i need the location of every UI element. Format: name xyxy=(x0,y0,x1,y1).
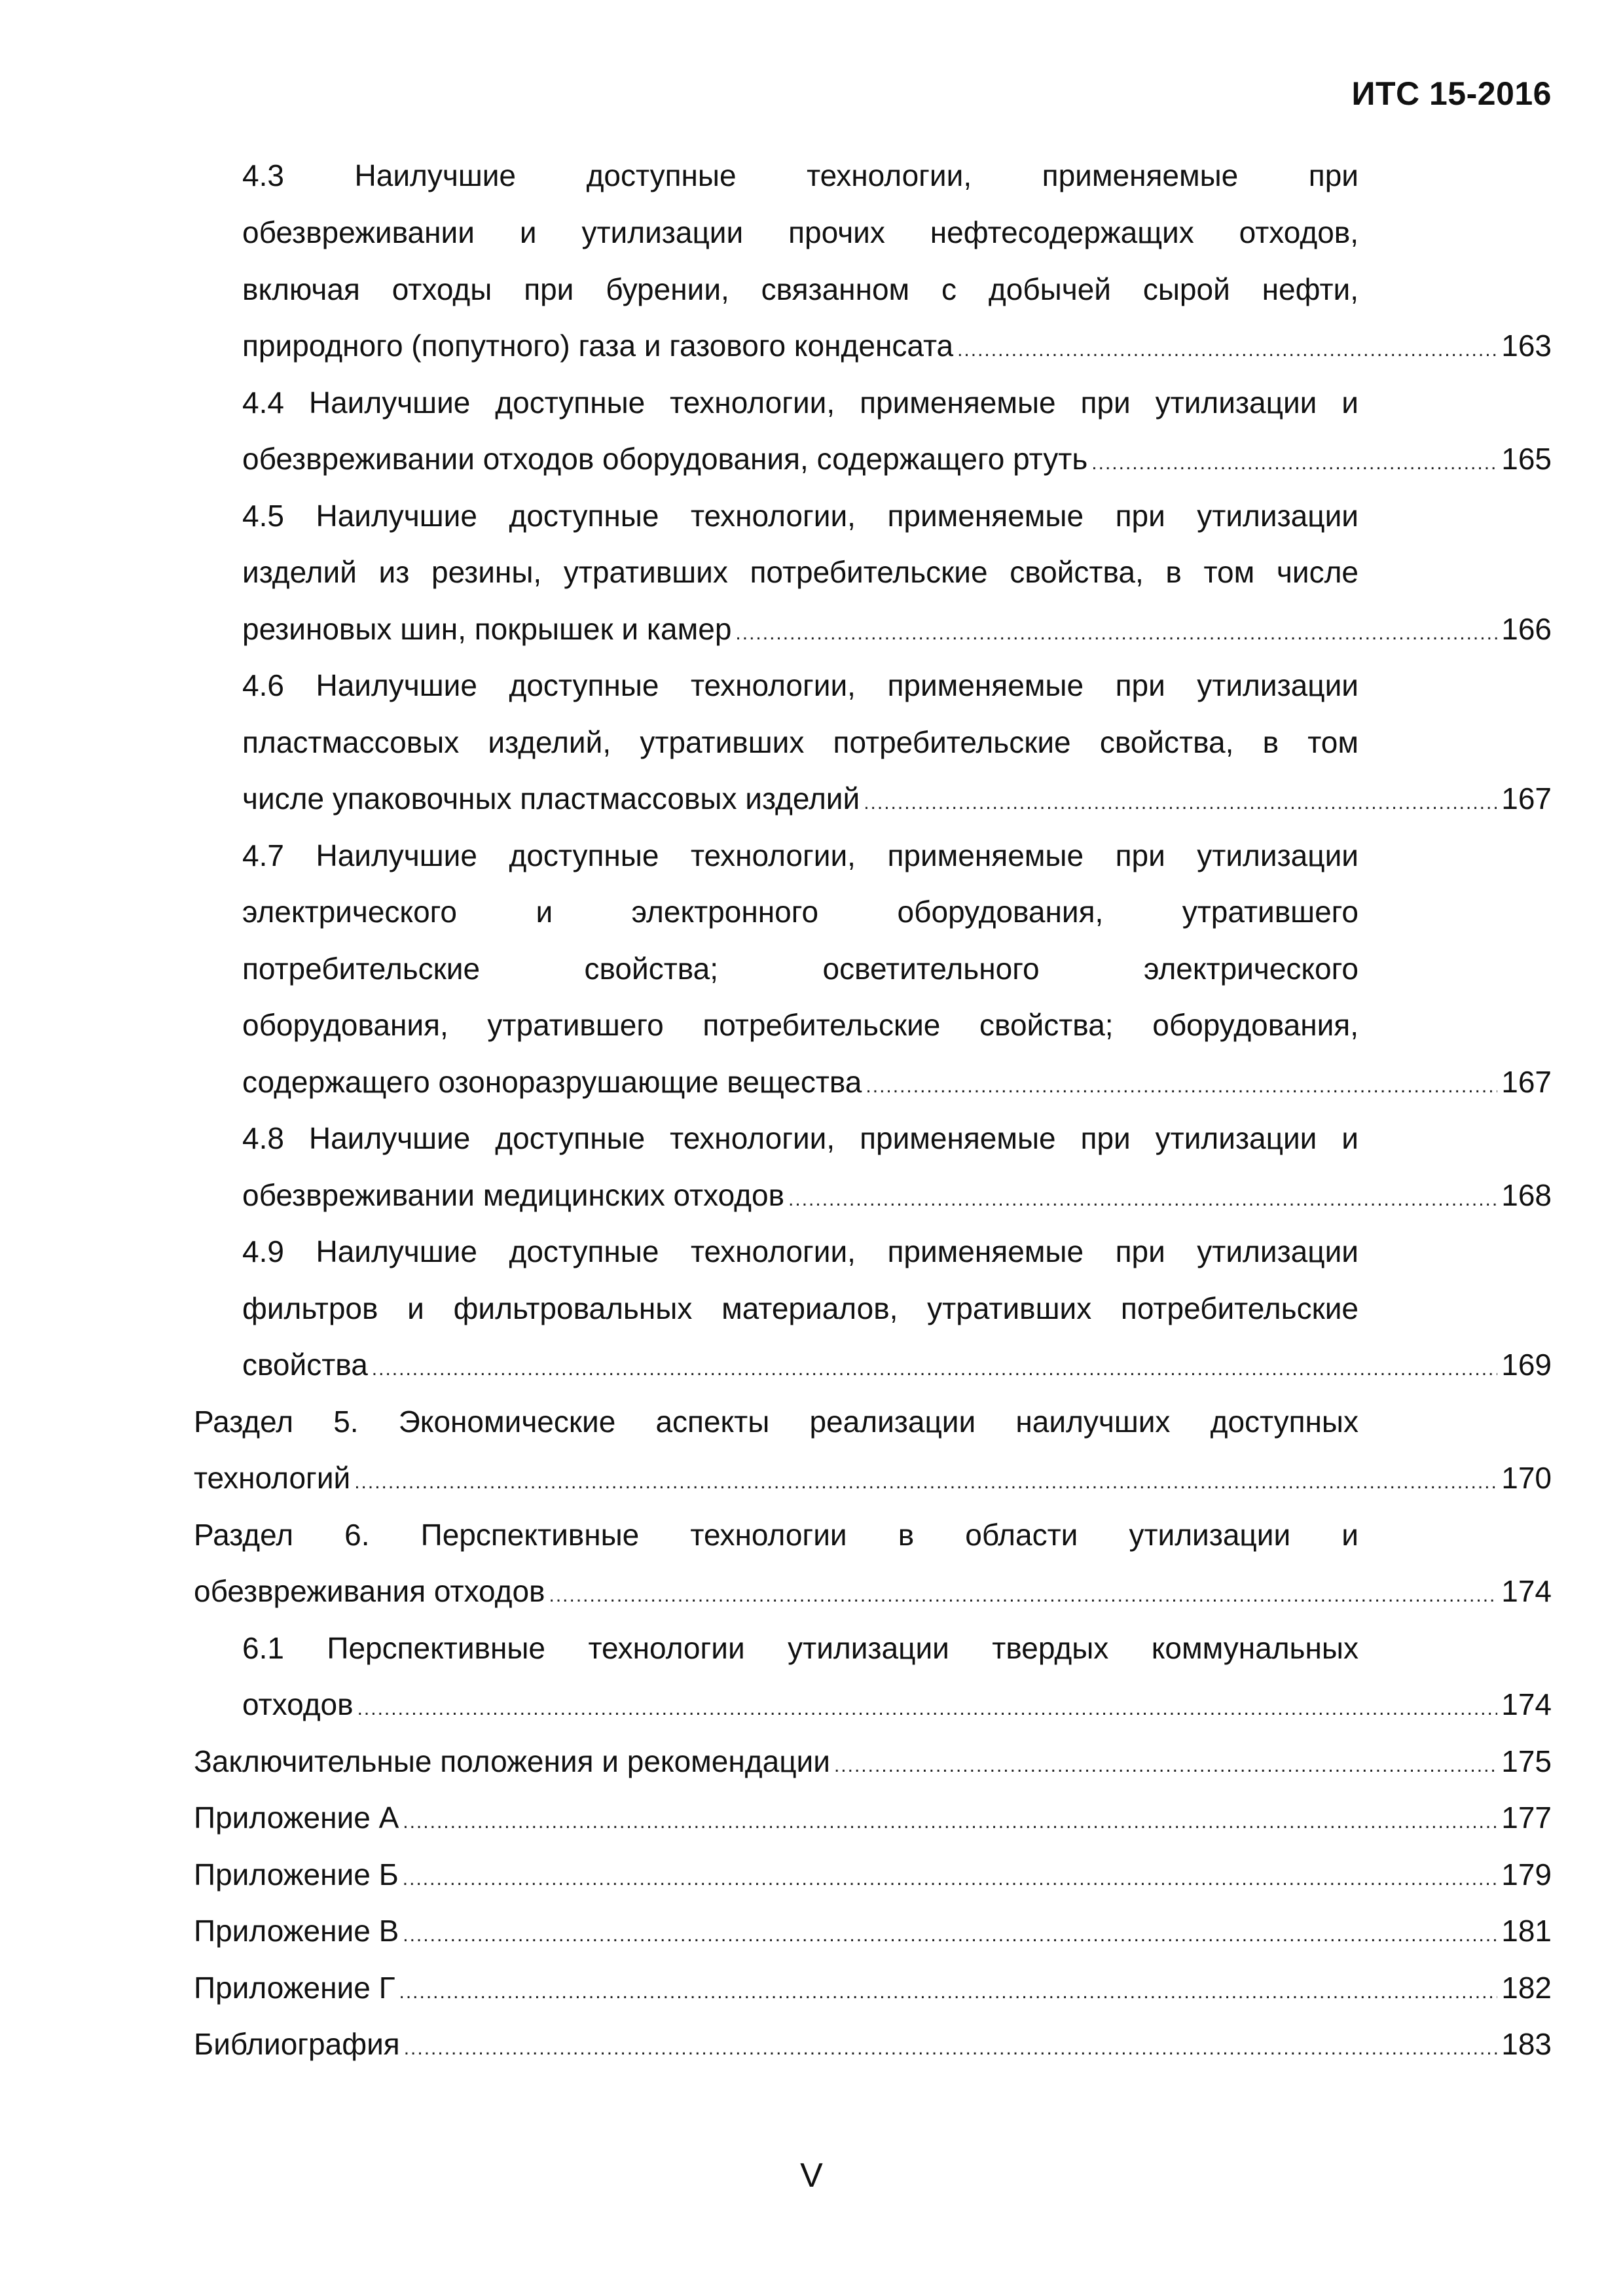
toc-line: оборудования, утратившего потребительские свойства; оборудования, xyxy=(242,1008,1359,1042)
toc-page-number: 163 xyxy=(1501,329,1552,363)
toc-page-number: 170 xyxy=(1501,1461,1552,1495)
toc-page-number: 174 xyxy=(1501,1574,1552,1608)
toc-entry-leader-line[interactable] xyxy=(194,1912,1552,1949)
toc-entry-leader-line[interactable] xyxy=(242,440,1552,477)
toc-entry-leader-line[interactable] xyxy=(242,1064,1552,1100)
toc-entry-leader-line[interactable] xyxy=(194,1799,1552,1836)
toc-entry-title: содержащего озоноразрушающие вещества xyxy=(242,1065,862,1099)
toc-line: 4.6 Наилучшие доступные технологии, применяемые при утилизации xyxy=(242,668,1359,702)
toc-entry-leader-line[interactable] xyxy=(242,1177,1552,1213)
toc-entry-leader-line[interactable] xyxy=(194,1969,1552,2006)
toc-entry-title: Приложение Г xyxy=(194,1971,395,2005)
toc-page-number: 174 xyxy=(1501,1687,1552,1721)
toc-entry-title: резиновых шин, покрышек и камер xyxy=(242,612,732,646)
toc-line: 4.4 Наилучшие доступные технологии, применяемые при утилизации и xyxy=(242,386,1359,420)
toc-entry-title: обезвреживания отходов xyxy=(194,1574,545,1608)
toc-entry-leader-line[interactable] xyxy=(194,2026,1552,2062)
toc-line: электрического и электронного оборудования, утратившего xyxy=(242,895,1359,929)
toc-line: 6.1 Перспективные технологии утилизации твердых коммунальных xyxy=(242,1631,1359,1665)
dot-leader xyxy=(354,1464,1497,1496)
toc-page-number: 167 xyxy=(1501,1065,1552,1099)
toc-line: 4.5 Наилучшие доступные технологии, применяемые при утилизации xyxy=(242,499,1359,533)
toc-entry-leader-line[interactable] xyxy=(242,1686,1552,1723)
toc-page-number: 183 xyxy=(1501,2027,1552,2061)
toc-entry-title: Приложение Б xyxy=(194,1857,399,1892)
toc-page-number: 175 xyxy=(1501,1744,1552,1778)
toc-entry-title: Библиография xyxy=(194,2027,400,2061)
toc-line: включая отходы при бурении, связанном с добычей сырой нефти, xyxy=(242,272,1359,306)
toc-entry-leader-line[interactable] xyxy=(242,611,1552,647)
toc-page-number: 168 xyxy=(1501,1178,1552,1212)
toc-entry-title: Приложение А xyxy=(194,1801,399,1835)
page-number-footer: V xyxy=(800,2157,823,2195)
dot-leader xyxy=(399,1974,1498,2006)
toc-page-number: 165 xyxy=(1501,442,1552,476)
toc-line: 4.7 Наилучшие доступные технологии, применяемые при утилизации xyxy=(242,838,1359,872)
dot-leader xyxy=(403,1861,1497,1893)
toc-line: 4.9 Наилучшие доступные технологии, применяемые при утилизации xyxy=(242,1234,1359,1268)
dot-leader xyxy=(735,615,1497,647)
dot-leader xyxy=(788,1181,1497,1213)
toc-entry-title: свойства xyxy=(242,1348,368,1382)
toc-line: изделий из резины, утративших потребительские свойства, в том числе xyxy=(242,555,1359,589)
toc-page-number: 182 xyxy=(1501,1971,1552,2005)
dot-leader xyxy=(549,1577,1497,1609)
toc-entry-title: Заключительные положения и рекомендации xyxy=(194,1744,830,1778)
dot-leader xyxy=(957,332,1497,364)
toc-page-number: 177 xyxy=(1501,1801,1552,1835)
dot-leader xyxy=(403,1804,1497,1836)
toc-entry-leader-line[interactable] xyxy=(242,780,1552,817)
toc-line: Раздел 6. Перспективные технологии в области утилизации и xyxy=(194,1518,1359,1552)
toc-entry-title: обезвреживании медицинских отходов xyxy=(242,1178,785,1212)
dot-leader xyxy=(864,785,1497,817)
toc-entry-title: числе упаковочных пластмассовых изделий xyxy=(242,781,860,816)
dot-leader xyxy=(1091,445,1497,477)
toc-entry-title: технологий xyxy=(194,1461,351,1495)
toc-page-number: 181 xyxy=(1501,1914,1552,1948)
toc-entry-leader-line[interactable] xyxy=(242,327,1552,364)
toc-entry-title: обезвреживании отходов оборудования, содержащего ртуть xyxy=(242,442,1088,476)
toc-entry-leader-line[interactable] xyxy=(242,1346,1552,1383)
page-header: ИТС 15-2016 xyxy=(1351,75,1552,112)
toc-entry-leader-line[interactable] xyxy=(194,1460,1552,1496)
toc-line: 4.3 Наилучшие доступные технологии, применяемые при xyxy=(242,158,1359,192)
dot-leader xyxy=(357,1691,1498,1723)
dot-leader xyxy=(866,1068,1497,1100)
toc-line: фильтров и фильтровальных материалов, утративших потребительские xyxy=(242,1291,1359,1325)
toc-entry-leader-line[interactable] xyxy=(194,1743,1552,1780)
toc-line: потребительские свойства; осветительного электрического xyxy=(242,952,1359,986)
toc-entry-title: природного (попутного) газа и газового конденсата xyxy=(242,329,954,363)
toc-page-number: 166 xyxy=(1501,612,1552,646)
dot-leader xyxy=(834,1748,1497,1780)
toc-page-number: 167 xyxy=(1501,781,1552,816)
toc-entry-title: отходов xyxy=(242,1687,354,1721)
toc-line: пластмассовых изделий, утративших потребительские свойства, в том xyxy=(242,725,1359,759)
toc-entry-leader-line[interactable] xyxy=(194,1573,1552,1609)
dot-leader xyxy=(372,1351,1497,1383)
toc-entry-leader-line[interactable] xyxy=(194,1856,1552,1893)
dot-leader xyxy=(403,1917,1497,1949)
toc-line: обезвреживании и утилизации прочих нефтесодержащих отходов, xyxy=(242,215,1359,249)
toc-line: Раздел 5. Экономические аспекты реализации наилучших доступных xyxy=(194,1405,1359,1439)
toc-entry-title: Приложение В xyxy=(194,1914,399,1948)
toc-page-number: 169 xyxy=(1501,1348,1552,1382)
toc-page-number: 179 xyxy=(1501,1857,1552,1892)
dot-leader xyxy=(404,2030,1498,2062)
toc-line: 4.8 Наилучшие доступные технологии, применяемые при утилизации и xyxy=(242,1121,1359,1155)
